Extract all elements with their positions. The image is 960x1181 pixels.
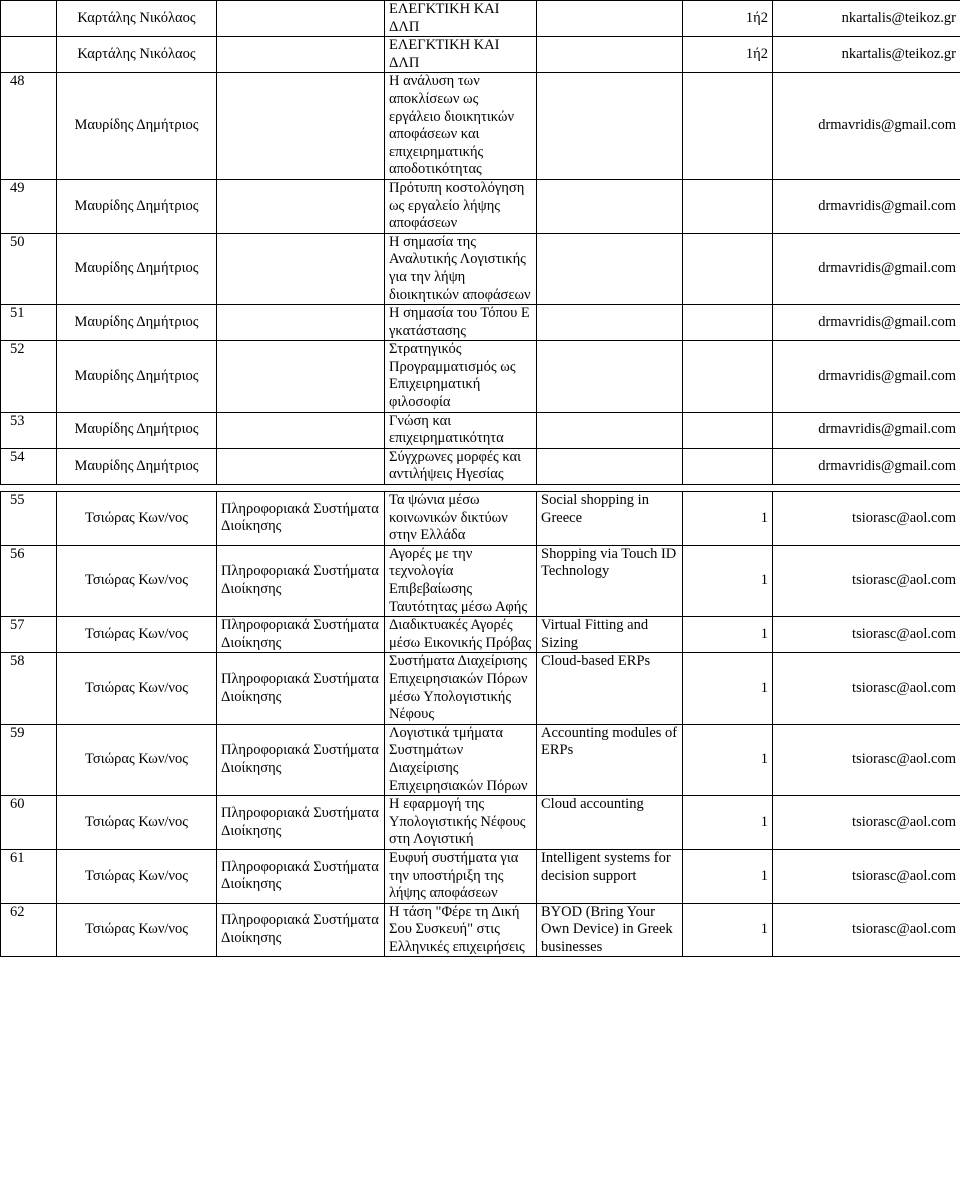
row-number: 59: [1, 724, 57, 795]
supervisor-name: Μαυρίδης Δημήτριος: [57, 448, 217, 484]
thesis-title-greek: Η σημασία της Αναλυτικής Λογιστικής για την λήψη διοικητικών αποφάσεων: [385, 233, 537, 304]
thesis-title-english: BYOD (Bring Your Own Device) in Greek businesses: [537, 903, 683, 957]
row-number: 51: [1, 305, 57, 341]
supervisor-name: Τσιώρας Κων/νος: [57, 796, 217, 850]
supervisor-email: tsiorasc@aol.com: [773, 796, 960, 850]
department: [217, 341, 385, 412]
thesis-title-english: [537, 73, 683, 180]
thesis-title-english: [537, 37, 683, 73]
thesis-title-greek: ΕΛΕΓΚΤΙΚΗ ΚΑΙ ΔΛΠ: [385, 37, 537, 73]
department: [217, 412, 385, 448]
semester: 1ή2: [683, 1, 773, 37]
row-number: [1, 1, 57, 37]
supervisor-email: nkartalis@teikoz.gr: [773, 37, 960, 73]
semester: 1: [683, 849, 773, 903]
department: [217, 73, 385, 180]
semester: [683, 448, 773, 484]
semester: [683, 73, 773, 180]
supervisor-name: Τσιώρας Κων/νος: [57, 724, 217, 795]
department: Πληροφοριακά Συστήματα Διοίκησης: [217, 617, 385, 653]
thesis-table-top: [0, 0, 960, 485]
semester: 1: [683, 903, 773, 957]
thesis-title-english: [537, 1, 683, 37]
semester: 1: [683, 617, 773, 653]
supervisor-email: drmavridis@gmail.com: [773, 179, 960, 233]
table-row: [1, 179, 960, 233]
semester: 1: [683, 492, 773, 546]
thesis-title-english: Virtual Fitting and Sizing: [537, 617, 683, 653]
thesis-title-greek: Συστήματα Διαχείρισης Επιχειρησιακών Πόρων μέσω Υπολογιστικής Νέφους: [385, 653, 537, 724]
row-number: [1, 37, 57, 73]
supervisor-name: Μαυρίδης Δημήτριος: [57, 73, 217, 180]
supervisor-name: Τσιώρας Κων/νος: [57, 653, 217, 724]
department: [217, 233, 385, 304]
table-row: [1, 492, 960, 546]
thesis-title-greek: Αγορές με την τεχνολογία Επιβεβαίωσης Ταυτότητας μέσω Αφής: [385, 545, 537, 616]
thesis-title-greek: Διαδικτυακές Αγορές μέσω Εικονικής Πρόβας: [385, 617, 537, 653]
semester: [683, 341, 773, 412]
thesis-title-english: [537, 179, 683, 233]
department: Πληροφοριακά Συστήματα Διοίκησης: [217, 903, 385, 957]
supervisor-name: Τσιώρας Κων/νος: [57, 849, 217, 903]
department: [217, 305, 385, 341]
thesis-title-greek: Λογιστικά τμήματα Συστημάτων Διαχείρισης Επιχειρησιακών Πόρων: [385, 724, 537, 795]
supervisor-name: Μαυρίδης Δημήτριος: [57, 233, 217, 304]
row-number: 52: [1, 341, 57, 412]
row-number: 58: [1, 653, 57, 724]
table-row: [1, 903, 960, 957]
department: Πληροφοριακά Συστήματα Διοίκησης: [217, 849, 385, 903]
supervisor-name: Μαυρίδης Δημήτριος: [57, 412, 217, 448]
thesis-title-english: [537, 233, 683, 304]
thesis-title-greek: Η εφαρμογή της Υπολογιστικής Νέφους στη Λογιστική: [385, 796, 537, 850]
semester: 1: [683, 724, 773, 795]
supervisor-name: Μαυρίδης Δημήτριος: [57, 341, 217, 412]
thesis-title-greek: Τα ψώνια μέσω κοινωνικών δικτύων στην Ελλάδα: [385, 492, 537, 546]
row-number: 54: [1, 448, 57, 484]
thesis-title-greek: Ευφυή συστήματα για την υποστήριξη της λήψης αποφάσεων: [385, 849, 537, 903]
department: Πληροφοριακά Συστήματα Διοίκησης: [217, 796, 385, 850]
table-row: [1, 1, 960, 37]
table-row: [1, 653, 960, 724]
row-number: 61: [1, 849, 57, 903]
department: [217, 448, 385, 484]
semester: 1: [683, 545, 773, 616]
supervisor-name: Μαυρίδης Δημήτριος: [57, 179, 217, 233]
department: Πληροφοριακά Συστήματα Διοίκησης: [217, 545, 385, 616]
semester: [683, 233, 773, 304]
thesis-title-greek: Η ανάλυση των αποκλίσεων ως εργάλειο διοικητικών αποφάσεων και επιχειρηματικής αποδοτικότητας: [385, 73, 537, 180]
supervisor-name: Τσιώρας Κων/νος: [57, 617, 217, 653]
table-row: [1, 73, 960, 180]
department: [217, 1, 385, 37]
supervisor-name: Καρτάλης Νικόλαος: [57, 37, 217, 73]
table-row: [1, 37, 960, 73]
semester: [683, 412, 773, 448]
supervisor-email: drmavridis@gmail.com: [773, 341, 960, 412]
department: [217, 179, 385, 233]
table-row: [1, 545, 960, 616]
department: Πληροφοριακά Συστήματα Διοίκησης: [217, 724, 385, 795]
thesis-title-greek: ΕΛΕΓΚΤΙΚΗ ΚΑΙ ΔΛΠ: [385, 1, 537, 37]
semester: [683, 305, 773, 341]
row-number: 48: [1, 73, 57, 180]
row-number: 60: [1, 796, 57, 850]
row-number: 50: [1, 233, 57, 304]
semester: [683, 179, 773, 233]
table-row: [1, 796, 960, 850]
semester: 1ή2: [683, 37, 773, 73]
row-number: 53: [1, 412, 57, 448]
supervisor-email: tsiorasc@aol.com: [773, 653, 960, 724]
table-row: [1, 617, 960, 653]
thesis-title-greek: Σύγχρωνες μορφές και αντιλήψεις Ηγεσίας: [385, 448, 537, 484]
supervisor-name: Τσιώρας Κων/νος: [57, 545, 217, 616]
row-number: 49: [1, 179, 57, 233]
thesis-title-english: [537, 448, 683, 484]
row-number: 56: [1, 545, 57, 616]
thesis-title-greek: Στρατηγικός Προγραμματισμός ως Επιχειρηματική φιλοσοφία: [385, 341, 537, 412]
supervisor-email: tsiorasc@aol.com: [773, 849, 960, 903]
table-row: [1, 233, 960, 304]
row-number: 55: [1, 492, 57, 546]
thesis-title-greek: Γνώση και επιχειρηματικότητα: [385, 412, 537, 448]
thesis-title-english: Shopping via Touch ID Technology: [537, 545, 683, 616]
thesis-title-greek: Η σημασία του Τόπου Ε γκατάστασης: [385, 305, 537, 341]
supervisor-email: tsiorasc@aol.com: [773, 617, 960, 653]
supervisor-email: tsiorasc@aol.com: [773, 724, 960, 795]
thesis-title-english: [537, 412, 683, 448]
supervisor-name: Μαυρίδης Δημήτριος: [57, 305, 217, 341]
department: [217, 37, 385, 73]
thesis-title-greek: Πρότυπη κοστολόγηση ως εργαλείο λήψης αποφάσεων: [385, 179, 537, 233]
thesis-title-english: Social shopping in Greece: [537, 492, 683, 546]
thesis-table-bottom: [0, 491, 960, 957]
supervisor-name: Καρτάλης Νικόλαος: [57, 1, 217, 37]
department: Πληροφοριακά Συστήματα Διοίκησης: [217, 653, 385, 724]
supervisor-email: drmavridis@gmail.com: [773, 412, 960, 448]
table-row: [1, 412, 960, 448]
semester: 1: [683, 653, 773, 724]
supervisor-email: drmavridis@gmail.com: [773, 305, 960, 341]
table-row: [1, 849, 960, 903]
supervisor-email: tsiorasc@aol.com: [773, 545, 960, 616]
thesis-title-english: [537, 341, 683, 412]
table-row: [1, 305, 960, 341]
thesis-title-english: Cloud accounting: [537, 796, 683, 850]
supervisor-name: Τσιώρας Κων/νος: [57, 903, 217, 957]
supervisor-email: drmavridis@gmail.com: [773, 73, 960, 180]
supervisor-email: tsiorasc@aol.com: [773, 903, 960, 957]
thesis-title-english: Accounting modules of ERPs: [537, 724, 683, 795]
thesis-title-english: Cloud-based ERPs: [537, 653, 683, 724]
supervisor-email: nkartalis@teikoz.gr: [773, 1, 960, 37]
supervisor-email: tsiorasc@aol.com: [773, 492, 960, 546]
semester: 1: [683, 796, 773, 850]
row-number: 57: [1, 617, 57, 653]
table-row: [1, 341, 960, 412]
supervisor-email: drmavridis@gmail.com: [773, 448, 960, 484]
thesis-title-english: [537, 305, 683, 341]
table-row: [1, 448, 960, 484]
row-number: 62: [1, 903, 57, 957]
supervisor-email: drmavridis@gmail.com: [773, 233, 960, 304]
department: Πληροφοριακά Συστήματα Διοίκησης: [217, 492, 385, 546]
thesis-title-english: Intelligent systems for decision support: [537, 849, 683, 903]
thesis-title-greek: Η τάση "Φέρε τη Δική Σου Συσκευή" στις Ελληνικές επιχειρήσεις: [385, 903, 537, 957]
table-row: [1, 724, 960, 795]
supervisor-name: Τσιώρας Κων/νος: [57, 492, 217, 546]
